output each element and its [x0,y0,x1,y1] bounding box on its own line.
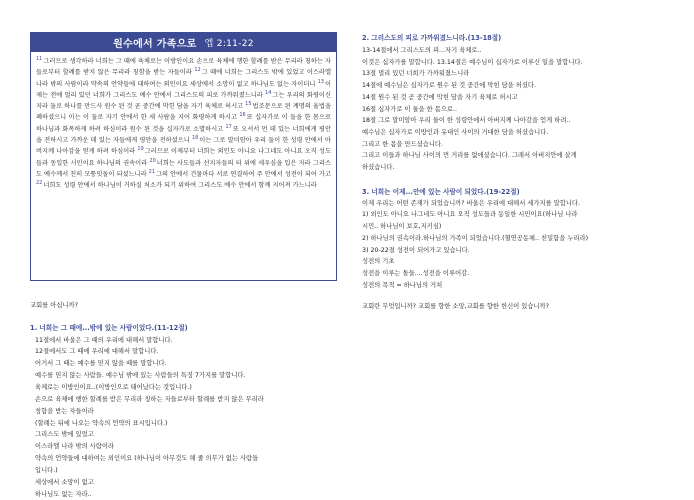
page-title: 원수에서 가족으로 [113,38,197,50]
verse-number: 13 [317,78,324,85]
verse-text: 또 십자가로 이 둘을 한 몸으로 하나님과 화목하게 하려 하심이라 원수 된 것을 십자가로 소멸하시고 [36,114,331,133]
verse-number: 11 [36,55,43,62]
left-column [30,32,337,500]
verse-number: 21 [148,168,156,175]
verse-number: 17 [225,123,232,130]
body-line: 12절에서도 그 때에 우리에 대해서 말합니다. [35,348,159,356]
verse-number: 20 [149,157,156,164]
verse-number: 16 [239,112,246,119]
section-3-body [362,198,674,292]
body-line: 13절 멀리 있던 너희가 가까워졌느니라 [362,70,470,78]
body-line: 3) 20-22절 성전이 되어가고 있습니다. [362,246,470,254]
body-line: 성전을 이루는 돌들....성전을 이루어감. [362,269,470,277]
section-1 [30,323,337,500]
body-line: 약속의 언약들에 대하여는 외인이요 (하나님이 아무것도 해 줄 의무가 없는 사람들 [35,455,259,463]
body-line: 입니다.) [35,466,58,474]
verse-text: 그러므로 이제부터 너희는 외인도 아니요 나그네도 아니요 오직 성도들과 동일한 시민이요 하나님의 권속이라 [36,148,331,167]
verse-text: 이제는 전에 멀리 있던 너희가 그리스도 예수 안에서 그리스도의 피로 가까워졌느니라 [36,80,331,99]
closing-question: 교회란 무엇입니까? 교회를 향한 소망,교회를 향한 헌신이 있습니까? [362,303,549,311]
body-line: 하셨습니다. [362,164,395,172]
body-line: 세상에서 소망이 없고 [35,478,94,486]
body-line: 어거서 그 때는 예수를 믿지 않을 때를 말합니다. [35,360,167,368]
body-line: 성전의 목적 = 하나님의 거처 [362,281,443,289]
body-line: 14절에 예수님은 십자가로 원수 된 것 중간에 막힌 담을 허셨다. [362,82,537,90]
body-line: 육체로는 이방인이요..(이방인으로 태어났다는 것입니다.) [35,384,192,392]
section-2-heading: 2. 그리스도의 피로 가까워졌느니라.(13-18절) [362,34,502,42]
verse-number: 15 [245,101,252,108]
verse-text: 그의 안에서 건물마다 서로 연결하여 주 안에서 성전이 되어 가고 [156,170,331,178]
body-line: 이것은 십자가를 말합니다. 13.14절은 예수님이 십자가로 이루신 일을 말합니다. [362,58,583,66]
section-1-body [30,335,337,500]
verse-number: 12 [194,67,201,74]
body-line: 18절 그로 말미암아 우리 둘이 한 성령안에서 아버지께 나아감을 얻게 하려.. [362,117,571,125]
body-line: 11절에서 바울은 그 때의 우리에 대해서 말합니다. [35,336,173,344]
body-line: 예수를 믿지 않는 사람들. 예수님 밖에 있는 사람들의 특징 7가지를 말합니다. [35,372,246,380]
body-line: 예수님은 십자가로 이방인과 유대인 사이의 거대한 담을 허셨습니다. [362,128,549,136]
right-column [362,32,674,313]
verse-number: 19 [137,146,144,153]
verse-text: 그러므로 생각하라 너희는 그 때에 육체로는 이방인이요 손으로 육체에 행한 할례를 받은 무리라 칭하는 자들로부터 할례를 받지 않은 무리라 칭함을 받는 자들이라 [36,58,331,77]
verse-text: 법조문으로 된 계명의 율법을 폐하셨으니 이는 이 둘로 자기 안에서 한 새 사람을 지어 화평하게 하시고 [36,103,331,122]
verse-text: 그 때에 너희는 그리스도 밖에 있었고 이스라엘 나라 밖의 사람이라 약속의 언약들에 대하여는 외인이요 세상에서 소망이 없고 하나님도 없는 자이더니 [36,69,331,88]
opening-question: 교회를 아십니까? [30,302,78,309]
body-line: 이제 우리는 어떤 존재가 되었습니까? 바울은 우리에 대해서 세가지를 말합니다. [362,199,581,207]
title-bar [30,32,337,52]
body-line: 시민.. 하나님이 보호,지키심) [362,223,442,231]
section-3-heading: 3. 너희는 이제...안에 있는 사람이 되었다.(19-22절) [362,187,520,196]
section-2-body [362,45,674,174]
verse-text: 그는 우리의 화평이신지라 둘로 하나를 만드사 원수 된 것 곧 중간에 막힌 담을 자기 육체로 허시고 [36,91,331,111]
verse-text: 너희도 성령 안에서 하나님이 거하실 처소가 되기 위하여 그리스도 예수 안에서 함께 지어져 가느니라 [43,182,317,190]
body-line: 그리스도 밖에 있었고 [35,431,94,439]
section-3 [362,186,674,292]
body-line: 13-14절에서 그리스도의 피...자기 육체로.. [362,47,482,54]
verse-text: 너희는 사도들과 선지자들의 터 위에 세우심을 입은 자라 그리스도 예수께서 친히 모퉁잇돌이 되셨느니라 [36,159,331,178]
verse-text: 이는 그로 말미암아 우리 둘이 한 성령 안에서 아버지께 나아감을 얻게 하려 하심이라 [36,137,331,156]
body-line: 성전의 기초 [362,258,395,266]
scripture-reference: 엡 2:11-22 [204,38,254,49]
body-line: (할례는 뒤에 나오는 약속의 언약의 표시입니다.) [35,419,168,427]
section-2 [362,32,674,174]
body-line: 손으로 육체에 행한 할례를 받은 무리라 칭하는 자들로부터 할례를 받지 않은 무리라 [35,395,264,403]
body-line: 그리고 한 몸을 만드셨습니다. [362,140,443,148]
verse-number: 14 [264,89,272,96]
body-line: 하나님도 없는 자라.. [35,490,92,498]
verse-text: 또 오셔서 먼 데 있는 너희에게 평안을 전하시고 가까운 데 있는 자들에게 평안을 전하셨으니 [36,125,331,145]
body-line: 이스라엘 나라 밖의 사람이라 [35,443,114,451]
scripture-passage [30,52,337,281]
section-1-heading: 1. 너희는 그 때에...밖에 있는 사람이었다.(11-12절) [30,323,188,332]
body-line: 칭함을 받는 자들이라 [35,407,94,415]
verse-number: 18 [191,135,199,141]
body-line: 1) 외인도 아니요 나그네도 아니요 오직 성도들과 동일한 시민이요(하나님 나라 [362,211,578,219]
body-line: 14절 원수 된 것 곧 중간에 막힌 담을 자기 육체로 허시고 [362,93,518,101]
body-line: 16절 십자가로 이 둘을 한 몸으로.. [362,105,458,113]
body-line: 그리고 이들과 하나님 사이의 먼 거리를 없애셨습니다. 그래서 아버지안에 살게 [362,152,577,160]
body-line: 2) 하나님의 권속이라.하나님의 가족이 되었습니다.(혈연공동체.. 친밀함을 누리라) [362,234,589,242]
verse-number: 22 [36,180,43,187]
